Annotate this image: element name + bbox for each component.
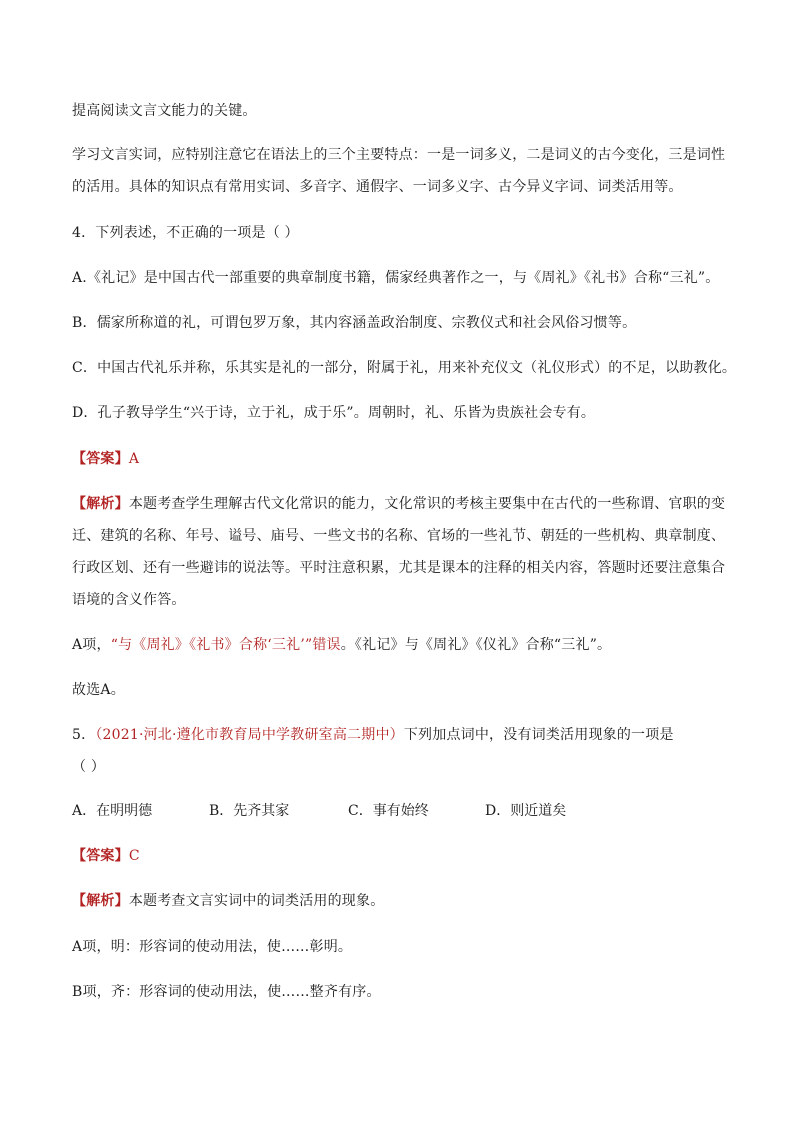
question-4-conclusion: 故选A。 bbox=[72, 682, 125, 698]
question-5-answer bbox=[72, 846, 732, 866]
question-4-analysis-line: 行政区划、还有一些避讳的说法等。平时注意积累，尤其是课本的注释的相关内容，答题时还要注意集合 bbox=[72, 560, 726, 576]
question-5-blank: （ ） bbox=[72, 759, 106, 775]
intro-paragraph-line: 的活用。具体的知识点有常用实词、多音字、通假字、一词多义字、古今异义字词、词类活用等。 bbox=[72, 179, 683, 195]
question-4-analysis-line: 迁、建筑的名称、年号、谥号、庙号、一些文书的名称、官场的一些礼节、朝廷的一些机构、典章制度、 bbox=[72, 528, 726, 544]
analysis-label: 【解析】 bbox=[72, 893, 129, 909]
answer-value: C bbox=[128, 848, 140, 864]
question-5-option-d: D．则近道矣 bbox=[485, 803, 567, 819]
question-4-answer bbox=[72, 449, 732, 469]
question-4-analysis-line bbox=[72, 494, 732, 514]
question-5-analysis bbox=[72, 891, 732, 911]
question-4-option-b: B．儒家所称道的礼，可谓包罗万象，其内容涵盖政治制度、宗教仪式和社会风俗习惯等。 bbox=[72, 315, 637, 331]
answer-label: 【答案】 bbox=[72, 451, 129, 467]
detail-prefix: A项， bbox=[72, 637, 111, 653]
question-5-option-c: C．事有始终 bbox=[348, 803, 429, 819]
question-5-stem bbox=[72, 725, 732, 745]
question-4-option-d: D．孔子教导学生“兴于诗，立于礼，成于乐”。周朝时，礼、乐皆为贵族社会专有。 bbox=[72, 405, 596, 421]
question-5-options bbox=[72, 801, 732, 821]
question-5-item-b: B项，齐：形容词的使动用法，使……整齐有序。 bbox=[72, 984, 381, 1000]
question-text: 下列加点词中，没有词类活用现象的一项是 bbox=[403, 727, 674, 743]
answer-label: 【答案】 bbox=[72, 848, 129, 864]
analysis-text: 本题考查文言实词中的词类活用的现象。 bbox=[128, 893, 385, 909]
question-source: （2021·河北·遵化市教育局中学教研室高二期中） bbox=[95, 727, 404, 743]
question-4-detail bbox=[72, 635, 732, 655]
question-number: 5． bbox=[72, 727, 96, 743]
question-4-analysis-line: 语境的含义作答。 bbox=[72, 592, 186, 608]
analysis-label: 【解析】 bbox=[72, 496, 129, 512]
question-5-option-b: B．先齐其家 bbox=[209, 803, 290, 819]
question-4-stem: 4．下列表述，不正确的一项是（ ） bbox=[72, 225, 299, 241]
analysis-text: 本题考查学生理解古代文化常识的能力，文化常识的考核主要集中在古代的一些称谓、官职的变 bbox=[128, 496, 726, 512]
question-4-option-c: C．中国古代礼乐并称，乐其实是礼的一部分，附属于礼，用来补充仪文（礼仪形式）的不足，以助教化。 bbox=[72, 360, 737, 376]
intro-text: 提高阅读文言文能力的关键。 bbox=[72, 103, 257, 119]
detail-highlight: “与《周礼》《礼书》合称‘三礼’”错误 bbox=[110, 637, 341, 653]
intro-paragraph-line: 学习文言实词，应特别注意它在语法上的三个主要特点：一是一词多义，二是词义的古今变化，三是词性 bbox=[72, 147, 726, 163]
question-4-option-a: A.《礼记》是中国古代一部重要的典章制度书籍，儒家经典著作之一，与《周礼》《礼书》合称“三礼”。 bbox=[72, 270, 720, 286]
question-5-item-a: A项，明：形容词的使动用法，使……彰明。 bbox=[72, 939, 353, 955]
answer-value: A bbox=[128, 451, 140, 467]
detail-suffix: 。《礼记》与《周礼》《仪礼》合称“三礼”。 bbox=[340, 637, 612, 653]
question-5-option-a: A．在明明德 bbox=[72, 803, 153, 819]
